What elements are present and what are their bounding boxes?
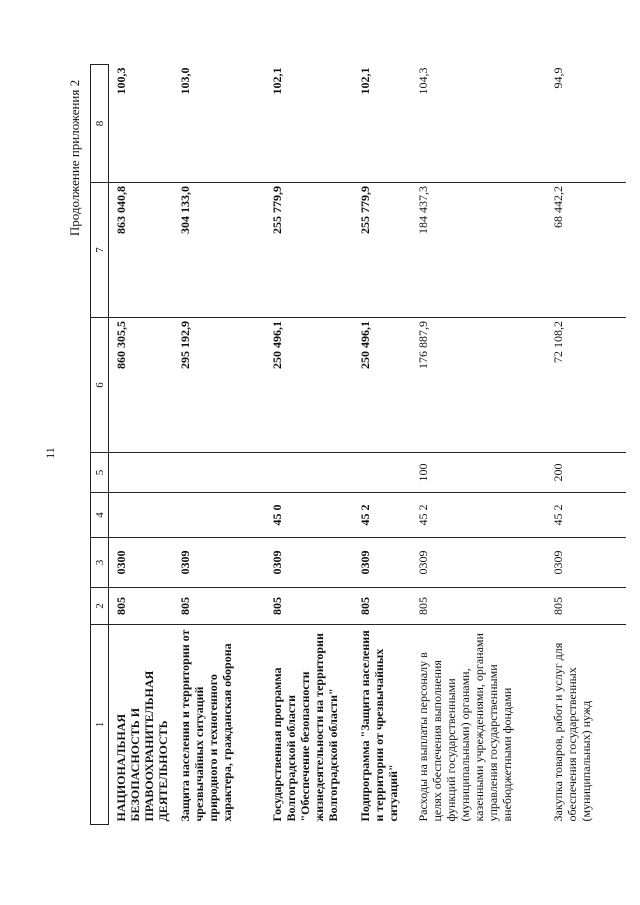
code-column-5: 200 [546, 453, 626, 493]
value-column-6: 176 887,9 [411, 318, 546, 453]
value-column-6: 295 192,9 [173, 318, 265, 453]
code-column-5 [353, 453, 411, 493]
value-column-6: 250 496,1 [265, 318, 353, 453]
page-number: 11 [43, 447, 57, 459]
code-column-2: 805 [546, 588, 626, 625]
value-column-7: 68 442,2 [546, 183, 626, 318]
code-column-3: 0309 [173, 538, 265, 588]
value-column-7: 863 040,8 [109, 183, 174, 318]
budget-table [90, 64, 626, 825]
column-number-row [91, 65, 109, 825]
value-column-7: 255 779,9 [265, 183, 353, 318]
column-header: 7 [91, 183, 109, 318]
code-column-3: 0309 [265, 538, 353, 588]
row-name: Расходы на выплаты персоналу в целях обеспечения выполнения функций государственными (муниципальными) органами, казенными учреждениями, органами управления государственными внебюджетными фондами [416, 633, 514, 822]
value-column-7: 255 779,9 [353, 183, 411, 318]
code-column-5: 100 [411, 453, 546, 493]
value-column-6: 72 108,2 [546, 318, 626, 453]
code-column-4 [173, 493, 265, 538]
code-column-2: 805 [265, 588, 353, 625]
code-column-3: 0300 [109, 538, 174, 588]
value-column-8: 100,3 [109, 65, 174, 183]
code-column-4: 45 2 [546, 493, 626, 538]
code-column-2: 805 [353, 588, 411, 625]
table-row [173, 65, 265, 825]
code-column-2: 805 [109, 588, 174, 625]
table-row [411, 65, 546, 825]
code-column-2: 805 [411, 588, 546, 625]
row-name: Закупка товаров, работ и услуг для обеспечения государственных (муниципальных) нужд [551, 642, 593, 822]
table-row [353, 65, 411, 825]
code-column-5 [109, 453, 174, 493]
code-column-4: 45 0 [265, 493, 353, 538]
code-column-3: 0309 [546, 538, 626, 588]
table-row [546, 65, 626, 825]
row-name: Государственная программа Волгоградской области "Обеспечение безопасности жизнедеятельности на территории Волгоградской области" [270, 633, 340, 822]
column-header: 4 [91, 493, 109, 538]
code-column-5 [173, 453, 265, 493]
row-name: Защита населения и территории от чрезвычайных ситуаций природного и техногенного характера, гражданская оборона [178, 629, 234, 822]
column-header: 3 [91, 538, 109, 588]
code-column-4: 45 2 [353, 493, 411, 538]
column-header: 8 [91, 65, 109, 183]
code-column-4 [109, 493, 174, 538]
value-column-7: 304 133,0 [173, 183, 265, 318]
appendix-continuation-note: Продолжение приложения 2 [67, 79, 82, 237]
rotated-table-container [90, 65, 620, 825]
value-column-7: 184 437,3 [411, 183, 546, 318]
code-column-3: 0309 [353, 538, 411, 588]
row-name: Подпрограмма "Защита населения и территории от чрезвычайных ситуаций" [358, 630, 400, 822]
column-header: 2 [91, 588, 109, 625]
value-column-6: 250 496,1 [353, 318, 411, 453]
column-header: 1 [91, 625, 109, 825]
value-column-8: 102,1 [265, 65, 353, 183]
row-name: НАЦИОНАЛЬНАЯ БЕЗОПАСНОСТЬ И ПРАВООХРАНИТЕЛЬНАЯ ДЕЯТЕЛЬНОСТЬ [114, 670, 170, 822]
column-header: 5 [91, 453, 109, 493]
code-column-5 [265, 453, 353, 493]
code-column-2: 805 [173, 588, 265, 625]
value-column-6: 860 305,5 [109, 318, 174, 453]
table-row [109, 65, 174, 825]
code-column-4: 45 2 [411, 493, 546, 538]
value-column-8: 103,0 [173, 65, 265, 183]
value-column-8: 104,3 [411, 65, 546, 183]
column-header: 6 [91, 318, 109, 453]
value-column-8: 94,9 [546, 65, 626, 183]
value-column-8: 102,1 [353, 65, 411, 183]
code-column-3: 0309 [411, 538, 546, 588]
table-row [265, 65, 353, 825]
